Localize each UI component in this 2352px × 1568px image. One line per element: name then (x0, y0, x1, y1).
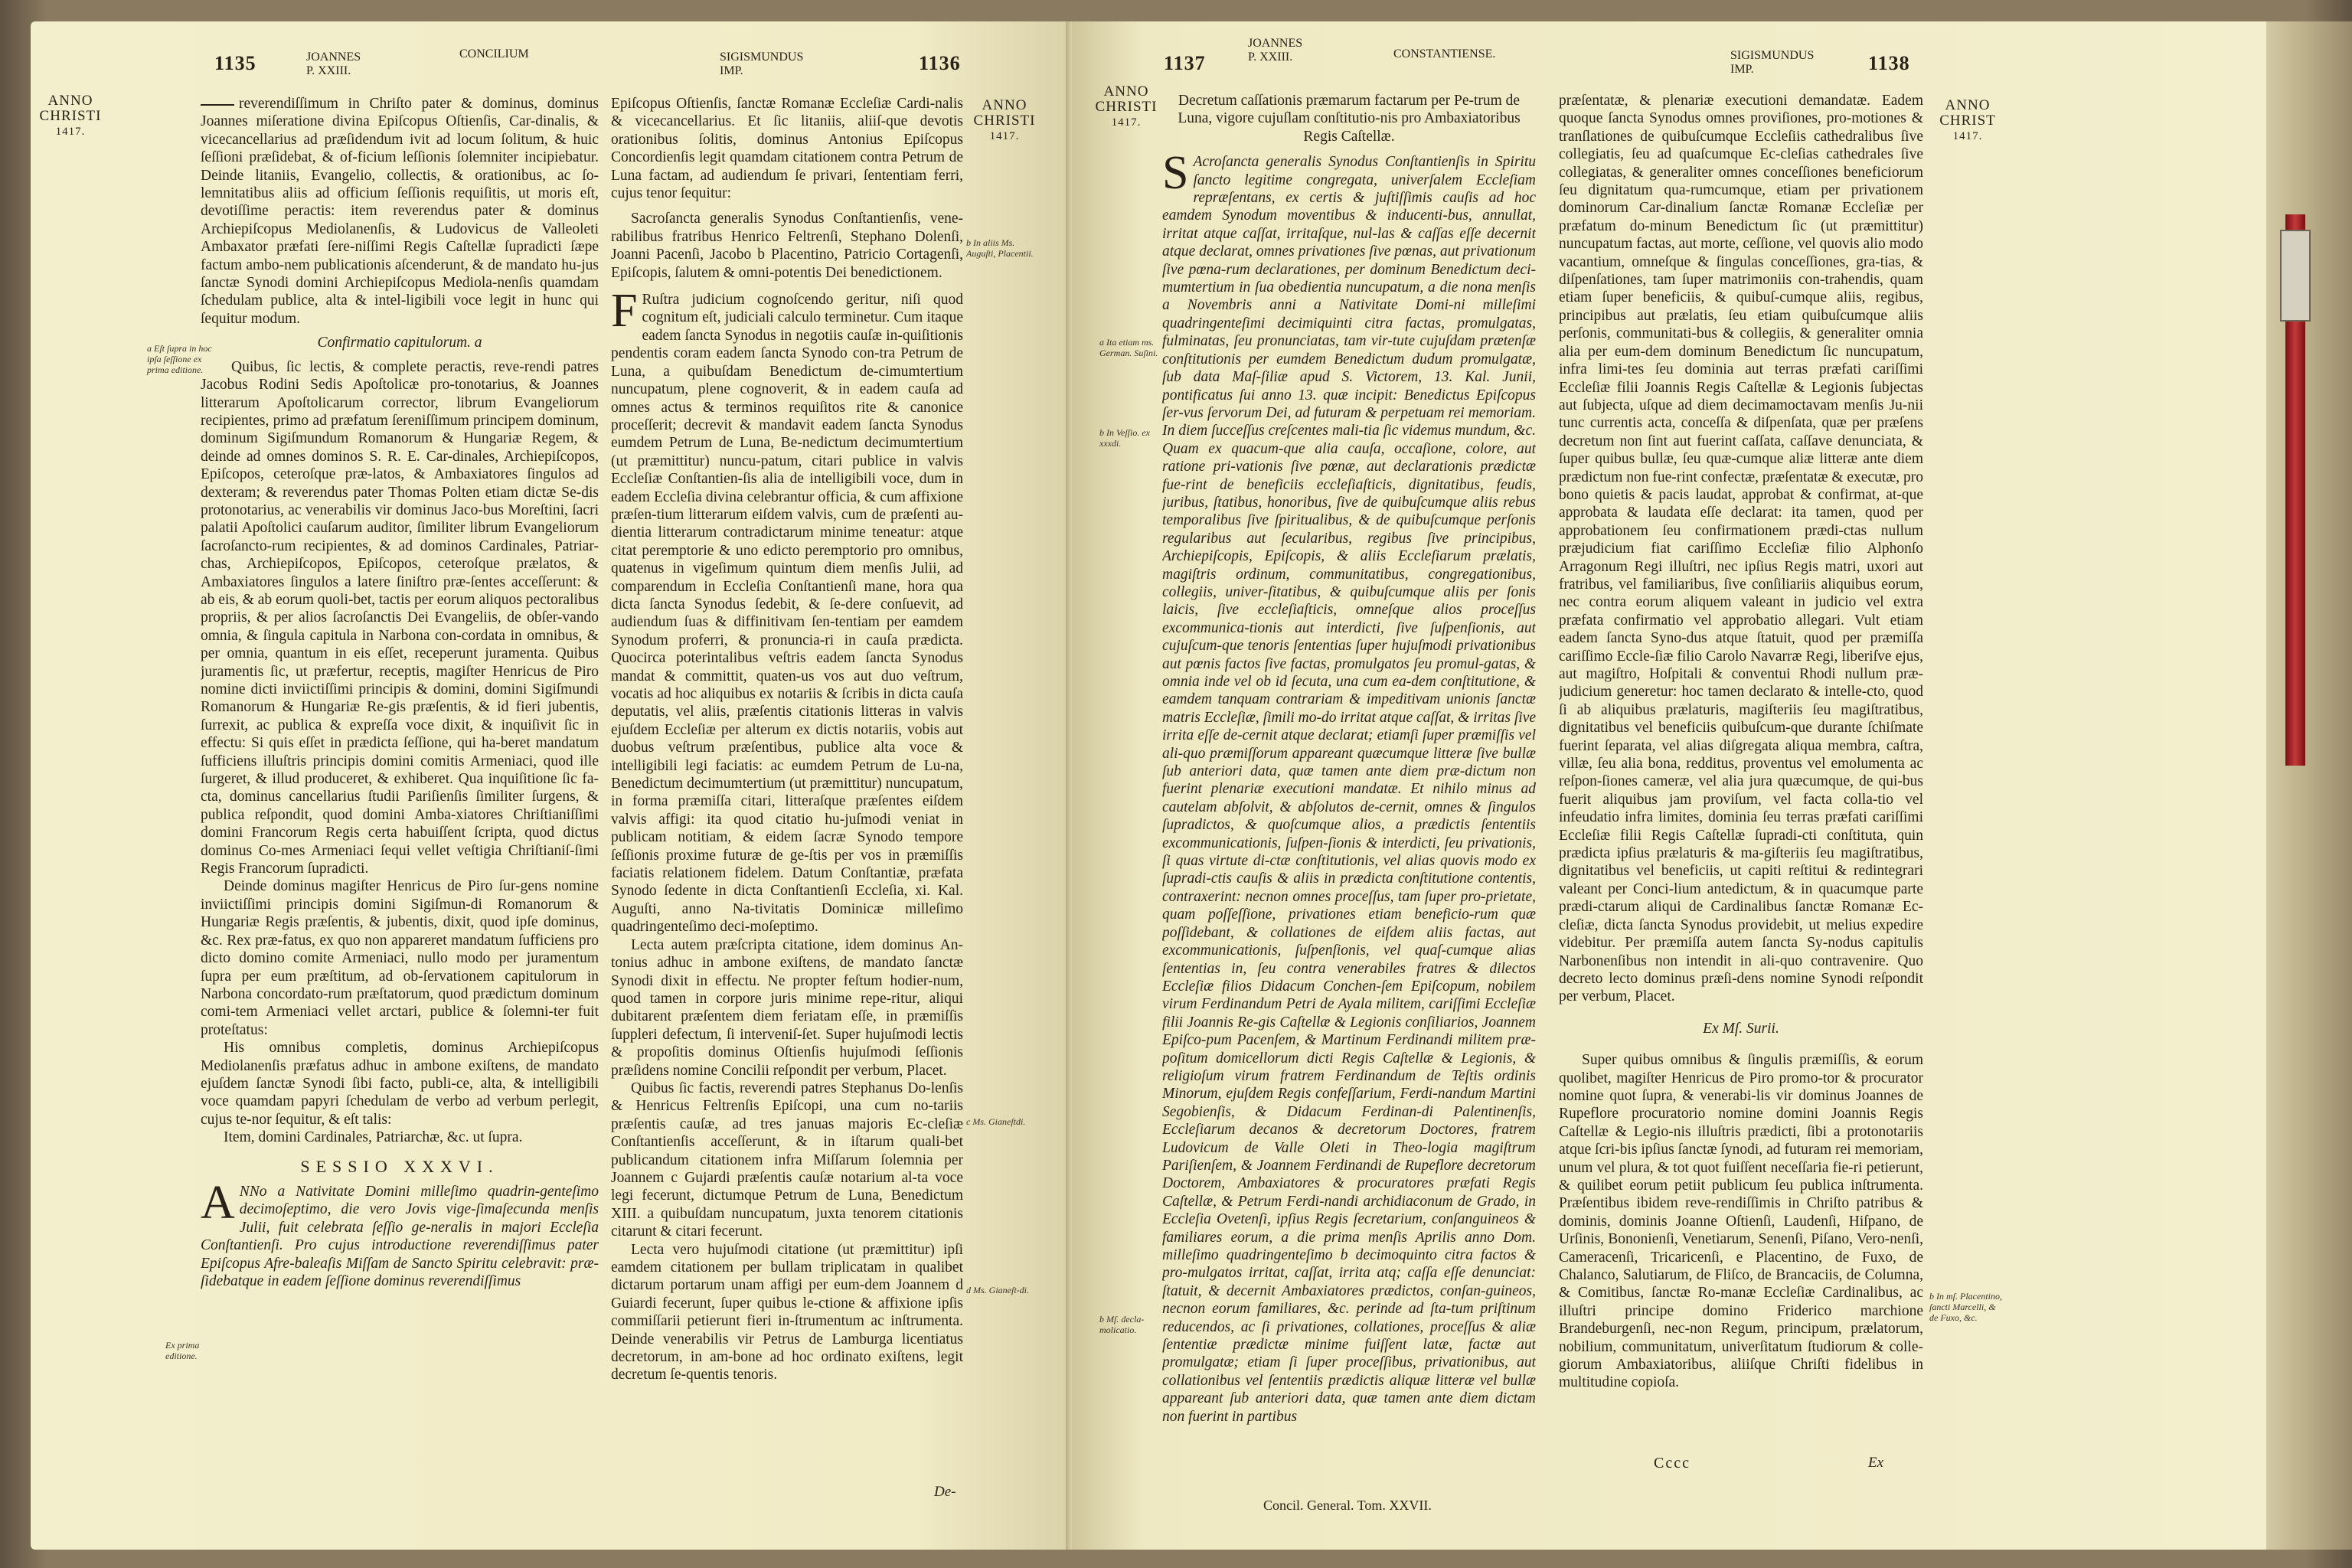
left-page-number-2: 1136 (919, 52, 961, 74)
left-catchword: De- (934, 1484, 956, 1500)
left-pope-label: JOANNES P. XXIII. (306, 51, 361, 77)
paragraph: A NNo a Nativitate Domini milleſimo quadrin-genteſimo decimoſeptimo, die vero Jovis vige-ſimaſecunda menſis Julii, fuit celebrata ſeſſio ge-neralis in majori Eccleſia Conſtantienſi. Pro cujus introductione reverendiſſimus pater Epiſcopus Afre-baleaſis Miſſam de Sancto Spiritu celebravit: præ-ſidebatque in eadem ſeſſione dominus reverendiſſimus (201, 1176, 599, 1289)
margin-note-d: d Ms. Gianeſt-di. (966, 1285, 1029, 1295)
paragraph: præſentatæ, & plenariæ executioni demandatæ. Eadem quoque ſancta Synodus omnes proviſiones, pro-motiones & tranſlationes de quibuſcumque Eccleſiis cathedralibus ſive collegiatis, ſeu ad quaſcumque Ec-cleſias cathedrales ſive collegiatas, & generaliter omnes conceſſiones beneficiorum ſeu dignitatum qua-rumcumque, etiam per privationem dominorum Car-dinalium ſanctæ Romanæ Eccleſiæ per præfatum do-minum Benedictum ſic (ut præmittitur) nuncupatum factas, aut morte, ceſſione, vel quovis alio modo vacantium, omneſque & ſingulas conceſſiones, gra-tias, & diſpenſationes, tam ſuper matrimoniis con-trahendis, quam etiam ſuper beneficiis, & quibuſ-cumque aliis, regibus, principibus aut prælatis, ſeu etiam quibuſcumque aliis perſonis, communitati-bus & collegiis, & generaliter omnia alia per eum-dem dominum Benedictum ſic nuncupatum, infra limi-tes ſeu dominia aut terras præfati cariſſimi Eccleſiæ filii Joannis Regis Caſtellæ & Legionis ſubjectas aut ſubjecta, uſque ad diem decimamoctavam menſis Ju-nii tunc currentis acta, conceſſa & diſpenſata, quæ per præſens decretum non ſint aut fuerint caſſata, caſſave denunciata, & ſuper quibus bullæ, ſeu quæ-cumque aliæ litteræ ante diem prædictum non fue-rint confectæ, præſentatæ & executæ, pro bono quietis & pacis laudat, approbat & confirmat, at-que approbata & laudata eſſe declarat: ita tamen, quod per approbationem ſeu confirmationem prædi-ctas nullum præjudicium fiat cariſſimo Eccleſiæ filio Alphonſo Arragonum Regi illuſtri, nec ipſius Regis matri, uxori aut fratribus, vel familiaribus, ſive conſiliariis aliquibus eorum, nec contra eorum aliquem valeant in judicio vel extra præfata confirmatio vel approbatio allegari. Vult etiam eadem ſancta Syno-dus atque ſtatuit, quod per præmiſſa cariſſimo Eccle-ſiæ filio Carolo Navarræ Regi, liberiſve ejus, aut magiſtro, Hoſpitali & conventui Rhodi nullum præ-judicium generetur: hoc tamen declarato & intelle-cto, quod ſi ab aliquibus prælaturis, magiſteriis ſeu magiſtratibus, dignitatibus vel beneficiis quibuſcum-que durante ſchiſmate fuerint ſeparata, vel alias diſgregata aliqua membra, caſtra, villæ, ſeu alia bona, redditus, proventus vel emolumenta ac reſpon-ſiones cameræ, vel alia jura quæcumque, de qui-bus fuerit aliquibus jam proviſum, vel facta colla-tio vel infeudatio infra limites, dominia ſeu terras præfati cariſſimi Eccleſiæ filii Regis Caſtellæ ſupradi-cti conſtituta, quin prædicta ipſius prælaturis & ma-giſteriis ſeu magiſtratibus, dignitatibus vel beneficiis, ut capiti reſtitui & redintegrari valeant per Conci-lium antedictum, & in quacumque parte prædi-ctarum aliqui de Cardinalibus ſanctæ Romanæ Ec-cleſiæ, dicta ſancta Synodus providebit, ut melius expedire videbitur. Per præmiſſa autem ſancta Sy-nodus capitulis Narbonenſibus non intendit in ali-quo contravenire. Quo decreto lecto dominus præſi-dens nomine Synodi reſpondit per verbum, Placet. (1559, 93, 1923, 1005)
section-heading: Confirmatio capitulorum. a (317, 335, 482, 351)
paragraph: Super quibus omnibus & ſingulis præmiſſis, & eorum quolibet, magiſter Henricus de Piro promo-tor & procurator nomine quot ſupra, & venerabi-lis vir dominus Joannes de Rupeflore procuratorio nomine domini Joannis Regis Caſtellæ & Legio-nis illuſtris prædicti, ſibi a protonotariis atque ſcri-bis ipſius ſanctæ ſynodi, ad futuram rei memoriam, unum vel plura, & tot quot fuiſſent neceſſaria fie-ri petierunt, & quilibet eorum petiit publicum ſeu publica inſtrumenta. Præſentibus ibidem reve-rendiſſimis in Chriſto patribus & dominis, dominis Joanne Oſtienſi, Laudenſi, Hiſpano, de Urſinis, Bononienſi, Venetiarum, Senenſi, Piſano, Vero-nenſi, Cameracenſi, Tricaricenſi, e Placentino, de Fuxo, de Chalanco, Salutiarum, de Fliſco, de Brancaciis, de Columna, & Comitibus, ſanctæ Ro-manæ Eccleſiæ Cardinalibus, ac illuſtri principe domino Friderico marchione Brandeburgenſi, nec-non Regum, principum, prælatorum, nobilium, communitatum, univerſitatum ſtudiorum & colle-giorum Ambaxiatoribus, aliiſque Chriſti fidelibus in multitudine copioſa. (1559, 1052, 1923, 1391)
right-footer-note: Concil. General. Tom. XXVII. (1263, 1498, 1432, 1513)
drop-cap-f: F (611, 285, 638, 338)
left-anno-outer: ANNO CHRISTI 1417. (39, 93, 102, 138)
right-catchword: Ex (1868, 1455, 1884, 1471)
right-running-title: CONSTANTIENSE. (1393, 47, 1496, 60)
paragraph: His omnibus completis, dominus Archiepiſcopus Mediolanenſis præfatus adhuc in ambone exiſtens, de mandato ejuſdem ſanctæ Synodi ſibi facto, publi-ce, alta, & intelligibili voce quamdam papyri ſchedulam de verbo ad verbum perlegit, cujus te-nor ſequitur, & eſt talis: (201, 1040, 599, 1128)
right-anno-outer: ANNO CHRIST 1417. (1939, 97, 1996, 142)
left-column-1 (201, 95, 599, 1534)
margin-note-b: b In aliis Ms. Auguſti, Placentii. (966, 237, 1034, 259)
left-column-2 (611, 95, 963, 1534)
paragraph: Quibus ſic factis, reverendi patres Stephanus Do-lenſis & Henricus Feltrenſis Epiſcopi, una cum no-tariis præſentis cauſæ, ad tres januas majoris Ec-cleſiæ Conſtantienſis acceſſerunt, & in iſtarum quali-bet publicandum citationem infra Miſſarum ſolemnia per Joannem c Gujardi præſentis cauſæ notarium al-ta voce legi fecerunt, dictumque Petrum de Luna, Benedictum XIII. a quibuſdam nuncupatum, juxta tenorem citationis citarunt & citari fecerunt. (611, 1080, 963, 1240)
left-anno-inner: ANNO CHRISTI 1417. (973, 97, 1036, 142)
left-emperor-label: SIGISMUNDUS IMP. (720, 51, 804, 77)
drop-cap-s: S (1162, 147, 1189, 200)
paragraph: Sacroſancta generalis Synodus Conſtantienſis, vene-rabilibus fratribus Henrico Feltrenſi, Stephano Dolenſi, Joanni Pacenſi, Jacobo b Placentino, Patricio Cortagenſi, Epiſcopis, ſalutem & omni-potentis Dei benedictionem. (611, 211, 963, 281)
margin-note-c: c Ms. Gianeſtdi. (966, 1116, 1026, 1127)
right-emperor-label: SIGISMUNDUS IMP. (1730, 49, 1815, 76)
bookmark-tag (2280, 230, 2311, 322)
decree-title: Decretum caſſationis præmarum factarum per Pe-trum de Luna, vigore cujuſlam conſtitutio-nis pro Ambaxiatoribus Regis Caſtellæ. (1178, 93, 1521, 145)
paragraph: Epiſcopus Oſtienſis, ſanctæ Romanæ Eccleſiæ Cardi-nalis & vicecancellarius. Et ſic litaniis, aliiſ-que devotis orationibus ſolitis, dominus Antonius Epiſcopus Concordienſis legit quamdam citationem contra Petrum de Luna factam, ad audiendum ſe privari, ſententiam ferri, cujus tenor ſequitur: (611, 96, 963, 202)
right-margin-note-c: b Mſ. decla-molicatio. (1099, 1314, 1145, 1335)
paragraph: reverendiſſimum in Chriſto pater & dominus, dominus Joannes miſeratione divina Epiſcopus Oſtienſis, Car-dinalis, & vicecancellarius ad præſidendum ivit ad locum ſolitum, & huic ſeſſioni præſidebat, & of-ficium leſſionis ſolemniter incipiebatur. Deinde litaniis, Evangelio, collectis, & orationibus, ac ſo-lemnitatibus aliis ad officium ſeſſionis requiſitis, ut moris eſt, devotiſſime peractis: item reverendus pater & dominus Archiepiſcopus Mediolanenſis, & Ludovicus de Valleoleti Ambaxator præfati ſere-niſſimi Regis Caſtellæ ſupradicti ſæpe factum ambo-nem publicationis aſcenderunt, & de mandato hu-jus ſanctæ Synodi domini Archiepiſcopus Mediola-nenſis quamdam ſchedulam publice, alta & intel-ligibili voce legit in hunc qui ſequitur modum. (201, 96, 599, 327)
margin-note-e: Ex prima editione. (165, 1340, 200, 1361)
right-page (1072, 21, 2266, 1550)
left-page-number-1: 1135 (214, 52, 256, 74)
margin-note-a: a Eſt ſupra in hoc ipſa ſeſſione ex prima editione. (147, 343, 212, 375)
paragraph: Lecta autem præſcripta citatione, idem dominus An-tonius adhuc in ambone exiſtens, de mandato ſanctæ Synodi dixit in effectu. Ne propter feſtum hodier-num, quod tamen in corpore juris minime repe-ritur, aliqui dubitarent præſentem diem feriatam eſſe, in præmiſſis ſuppleri defectum, ſi interveniſ-ſet. Super hujuſmodi lectis & propoſitis dominus Oſtienſis hujuſmodi ſeſſionis præſidens nomine Concilii reſpondit per verbum, Placet. (611, 936, 963, 1079)
left-page (31, 21, 1072, 1550)
left-running-title: CONCILIUM (459, 47, 529, 60)
right-margin-note-b: b In Veſſio. ex xxxdi. (1099, 427, 1150, 449)
right-margin-note-d: b In mſ. Placentino, ſancti Marcelli, & de Fuxo, &c. (1929, 1291, 2002, 1323)
right-signature-mark: Cccc (1654, 1455, 1690, 1472)
right-margin-note-a: a Ita etiam ms. German. Suſini. (1099, 337, 1158, 358)
section-heading: Ex Mſ. Surii. (1703, 1020, 1779, 1037)
paragraph: Deinde dominus magiſter Henricus de Piro ſur-gens nomine inviictiſſimi principis domini Sigiſmun-di Romanorum & Hungariæ Regis præſentis, & jubentis, dixit, quod ipſe dominus, &c. Rex præ-fatus, ex quo non appareret mandatum ſufficiens pro dicto domino comite Armeniaci, nullo modo per juramentum ſupra per eum præſtitum, ad ob-ſervationem capitulorum in Narbona concordato-rum præſtatorum, quod prædictum dominum comi-tem Armeniaci vellet arctari, publice & ſolemni-ter fuit proteſtatus: (201, 878, 599, 1038)
right-column-1 (1162, 92, 1536, 1524)
paragraph: Lecta vero hujuſmodi citatione (ut præmittitur) ipſi eamdem citationem per bullam triplicatam in qualibet dictarum portarum unam affigi per eum-dem Joannem d Guiardi fecerunt, ſuper quibus le-ctione & affixione ipſis commiſſarii petierunt fieri in-ſtrumentum ac inſtrumenta. Deinde venerabilis vir Petrus de Lamburga licentiatus decretorum, in am-bone ad hoc ordinato exiſtens, legit decretum ſe-quentis tenoris. (611, 1241, 963, 1383)
right-column-2 (1559, 92, 1923, 1455)
paragraph: S Acroſancta generalis Synodus Conſtantienſis in Spiritu ſancto legitime congregata, univerſalem Eccleſiam repræſentans, ex certis & juſtiſſimis cauſis ad hoc eamdem Synodum moventibus & inducenti-bus, annullat, irritat atque caſſat, irritaſque, nul-las & caſſas eſſe decernit atque declarat, omnes privationes ſive pœnas, aut privationum ſive pœna-rum declarationes, per dominum Benedictum deci-mumtertium in ſua obedientia nuncupatum, a die nona menſis a Novembris anni a Nativitate Domi-ni milleſimi quadringenteſimi decimiquinti citra factas, promulgatas, fulminatas, ſeu pronunciatas, tam vir-tute cujuſdam prætenſæ conſtitutionis per eumdem Benedictum dudum promulgatæ, ſub data Maſ-ſiliæ apud S. Victorem, 13. Kal. Junii, pontificatus ſui anno 13. quæ incipit: Benedictus Epiſcopus ſer-vus ſervorum Dei, ad futuram & perpetuam rei memoriam. In diem ſucceſſus creſcentes mali-tia ſic videmus mundum, &c. Quam ex quacum-que alia cauſa, occaſione, colore, aut ratione pri-vationis ſive pœnæ, aut declarationis prædictæ fue-rint de beneficiis eccleſiaſticis, dignitatibus, feudis, juribus, ſtatibus, honoribus, ſive de quibuſcumque aliis rebus temporalibus ſive ſpiritualibus, & de quibuſcumque perſonis regularibus aut ſecularibus, regibus ſive principibus, Archiepiſcopis, Epiſcopis, & aliis Eccleſiarum prælatis, magiſtris ordinum, communitatibus, congregationibus, collegiis, univer-ſitatibus, & quibuſcumque aliis per ſonis laicis, ſive eccleſiaſticis, omneſque alios proceſſus excommunica-tionis aut interdicti, ſive ſuſpenſionis, aut cujuſcum-que tenoris ſententias ſuper hujuſmodi privationibus aut pœnis factos ſive factas, promulgatos ſeu promul-gatas, & omnia inde vel ob id ſecuta, una cum ea-dem conſtitutione, & eamdem tanquam contrariam & impeditivam unionis ſanctæ matris Eccleſiæ, ſimili mo-do irritat atque caſſat, & irritas ſive irrita eſſe de-cernit atque declarat; etiamſi ſuper præmiſſis vel ali-quo præmiſſorum appareant quæcumque litteræ ſive bullæ ſub anteriori data, quæ tamen ante diem præ-dictum non fuerint plenariæ executioni mandatæ. Et nihilo minus ad cautelam abſolvit, & abſolutos de-cernit, omnes & ſingulos ſupradictos, & quoſcumque alios, a prædictis ſententiis excommunicationis, ſuſpen-ſionis & interdicti, ſeu privationis, ſi quas virtute di-ctæ conſtitutionis, vel alias quovis modo ex ſupradi-ctis cauſis & aliis in prædicta conſtitutione contentis, contraxerint: necnon omnes proceſſus, tam ſuper pro-prietate, quam poſſeſſione, privationes etiam beneficio-rum quæ poſſidebant, & collationes de eiſdem aliis factas, aut excommunicationis, ſuſpenſionis, vel quaſ-cumque alias ſententias in, ſeu contra venerabiles fratres & dilectos Eccleſiæ filios Didacum Conchen-ſem Epiſcopum, nobilem virum Ferdinandum Petri de Ayala militem, cariſſimi Eccleſiæ filii Joannis Re-gis Caſtellæ & Legionis conſiliarios, Joannem Epiſco-pum Pacenſem, & Martinum Ferdinandi militem præ-poſitum domicellorum dicti Regis Caſtellæ & Legionis, & religioſum virum fratrem Ferdinandum de Teſtis ordinis Minorum, ejuſdem Regis confeſſarium, Ferdi-nandum Martini Segobienſis, & Didacum Ferdinan-di Palentinenſis, Eccleſiarum decanos & decretorum Doctores, fratrem Ludovicum de Valle Oleti in Theo-logia magiſtrum Pariſienſem, & Joannem Ferdinandi de Rupeflore decretorum Doctorem, Ambaxiatores & procuratores præfati Regis Caſtellæ, & Petrum Ferdi-nandi archidiaconum de Grado, in Eccleſia Ovetenſi, ipſius Regis ſecretarium, conſanguineos & familiares eorum, a die prima menſis Aprilis anno Dom. milleſimo quadringenteſimo b decimoquinto citra factos & pro-mulgatos irritat, caſſat, irrita atq; caſſa eſſe denunciat: ſtatuit, & decernit Ambaxiatores prædictos, conſan-guineos, necnon eorum familiares, &c. perinde ad ſta-tum priſtinum reducendos, ac ſi privationes, collationes, proceſſus & aliæ ſententiæ prædictæ minime fuiſſent latæ, factæ aut promulgatæ; etiam ſi ſuper proceſſibus, privationibus, aut collationibus vel ſententiis prædictis aliquæ litteræ vel bullæ appareant ſub anteriori data, quæ tamen ante diem dictam non fuerint in partibus (1162, 147, 1536, 1425)
paragraph: F Ruſtra judicium cognoſcendo geritur, niſi quod cognitum eſt, judiciali calculo terminetur. Cum itaque eadem ſancta Synodus in negotiis cauſæ in-quiſitionis pendentis coram eadem ſancta Synodo con-tra Petrum de Luna, a quibuſdam Benedictum de-cimumtertium nuncupatum, plene cognoverit, & in eadem cauſa ad omnes actus & terminos requiſitos rite & canonice proceſſerit; decrevit & mandavit eadem ſancta Synodus eumdem Petrum de Luna, Be-nedictum decimumtertium (ut præmittitur) nuncu-patum, citari publice in valvis Eccleſiæ Conſtantien-ſis alia de intelligibili voce, dum in eadem Eccleſia divina celebrantur officia, & cum affixione præſen-tium litterarum eiſdem valvis, cum de præſenti au-dientia litterarum contradictarum minime teneatur: atque citat peremptorie & uno edicto peremptorio pro omnibus, quatenus in vigeſimum quintum diem menſis Julii, ad comparendum in Eccleſia Conſtantienſi mane, hora qua dicta ſancta Synodus ſedebit, & ſe-dere conſuevit, ad audiendum ſuas & diffinitivam ſen-tentiam per eamdem Synodum proferri, & pronuncia-ri in cauſa prædicta. Quocirca poterintalibus veſtris eadem ſancta Synodus mandat & committit, quaten-us vos aut duo veſtrum, vocatis ad hoc aliquibus ex notariis & ſcribis in dicta cauſa deputatis, vel aliis, præſentis citationis litteras in valvis ejuſdem Eccleſiæ per alterum ex dictis notariis, vobis aut duobus veſtrum præſentibus, publice alta voce & intelligibili legi faciatis: ac eumdem Petrum de Lu-na, Benedictum decimumtertium (ut præmittitur) nuncupatum, in forma præmiſſa citari, litteraſque præſentes eiſdem valvis affigi: ita quod citatio hu-juſmodi veniat in publicam notitiam, & eidem ſacræ Synodo tempore ſeſſionis proxime futuræ de ge-ſtis per vos in præmiſſis faciatis relationem fidelem. Datum Conſtantiæ, præfata Synodo ſedente in dicta Conſtantienſi Eccleſia, xi. Kal. Auguſti, anno Na-tivitatis Dominicæ milleſimo quadringenteſimo deci-moſeptimo. (611, 285, 963, 936)
right-page-number-2: 1138 (1868, 52, 1910, 74)
paragraph: Item, domini Cardinales, Patriarchæ, &c. ut ſupra. (224, 1129, 523, 1146)
right-pope-label: JOANNES P. XXIII. (1248, 37, 1303, 64)
paragraph: Quibus, ſic lectis, & complete peractis, reve-rendi patres Jacobus Rodini Sedis Apoſtolicæ pro-tonotarius, & Joannes litterarum Apoſtolicarum corrector, librum Evangeliorum recipientes, primo ad præfatum ſereniſſimum principem dominum, dominum Sigiſmundum Romanorum & Hungariæ Regem, & deinde ad omnes dominos S. R. E. Car-dinales, Archiepiſcopos, Epiſcopos, ceteroſque præ-latos, & Ambaxiatores ſingulos ad dexteram; & reverendus pater Thomas Polten etiam dictæ Se-dis protonotarius, ac venerabilis vir dominus Jaco-bus Moreſtini, ſacri palatii Apoſtolici cauſarum auditor, ſimiliter librum Evangeliorum ſacroſancto-rum recipientes, & ad dominos Cardinales, Patriar-chas, Archiepiſcopos, Epiſcopos, ceteroſque prælatos, & Ambaxiatores ſingulos a latere ſiniſtro præ-ſentes acceſſerunt: & ab eis, & ab eorum quoli-bet, tactis per eorum aliquos pectoralibus propriis, & per alios ſacroſanctis Dei Evangeliis, de obſer-vando omnia, & ſingula capitula in Narbona con-cordata in omnibus, & per omnia, quantum in eis eſſet, receperunt juramenta. Quibus juramentis ſic, ut præfertur, receptis, magiſter Henricus de Piro nomine dicti inviictiſſimi principis & domini, domini Sigiſmundi Romanorum & Hungariæ Re-gis præſentis, & id fieri jubentis, ſurrexit, ac publica & expreſſa voce dixit, & inquiſivit ſic in effectu: Si quis eſſet in prædicta ſeſſione, qui ha-beret mandatum ſufficiens illuſtris principis domini comitis Armeniaci, quod ille ſurgeret, & illud produceret, & exhiberet. Qua inquiſitione ſic fa-cta, dominus cancellarius ſtudii Pariſienſis ſimiliter ſurgens, & publica reſpondit, quod domini Amba-xiatores Chriſtianiſſimi domini Francorum Regis certa habuiſſent ſcripta, quod dictus dominus Co-mes Armeniaci ſequi vellet veſtigia Chriſtianiſ-ſimi Regis Francorum ſupradicti. (201, 358, 599, 877)
session-heading: SESSIO XXXVI. (300, 1156, 499, 1176)
right-anno-inner: ANNO CHRISTI 1417. (1095, 83, 1158, 129)
drop-cap-a: A (201, 1176, 235, 1229)
right-page-number-1: 1137 (1164, 52, 1206, 74)
